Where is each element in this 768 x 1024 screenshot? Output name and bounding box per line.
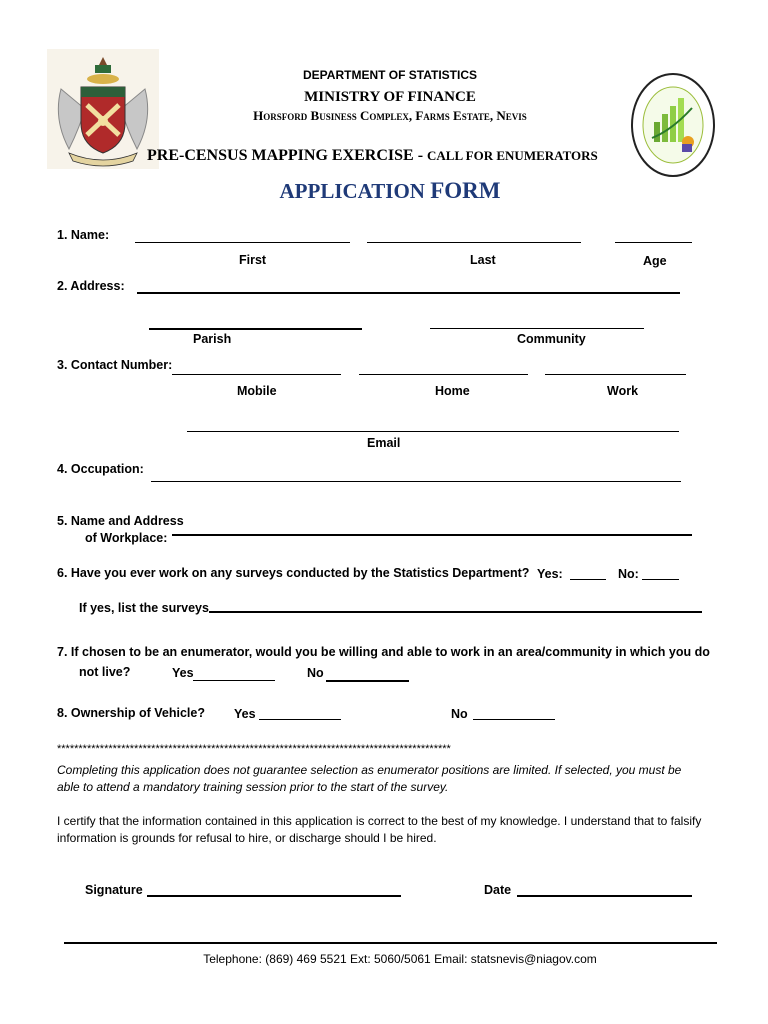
surveys-no-label: No:: [618, 567, 639, 581]
first-name-field[interactable]: [135, 242, 350, 243]
occupation-label: 4. Occupation:: [57, 462, 144, 476]
workplace-field[interactable]: [172, 534, 692, 536]
work-field[interactable]: [545, 374, 686, 375]
willing-question-a: 7. If chosen to be an enumerator, would you be willing and able to work in an area/community in which you do: [57, 645, 710, 659]
vehicle-question: 8. Ownership of Vehicle?: [57, 706, 205, 720]
form-title-a: APPLICATION: [279, 179, 431, 203]
occupation-field[interactable]: [151, 481, 681, 482]
email-caption: Email: [367, 436, 401, 450]
exercise-heading: [147, 147, 647, 165]
vehicle-yes-label: Yes: [234, 707, 256, 721]
certification-text: I certify that the information contained in this application is correct to the best of my knowledge. I understand that to falsify information is grounds for refusal to hire, or discharge should I be hired.: [57, 814, 702, 845]
workplace-label-a: 5. Name and Address: [57, 514, 184, 528]
last-name-field[interactable]: [367, 242, 581, 243]
surveys-question: 6. Have you ever work on any surveys conducted by the Statistics Department?: [57, 566, 530, 580]
surveys-list-label: If yes, list the surveys: [79, 601, 209, 615]
vehicle-no-label: No: [451, 707, 468, 721]
email-field[interactable]: [187, 431, 679, 432]
age-field[interactable]: [615, 242, 692, 243]
date-field[interactable]: [517, 895, 692, 897]
vehicle-yes-field[interactable]: [259, 719, 341, 720]
surveys-list-field[interactable]: [209, 611, 702, 613]
work-caption: Work: [607, 384, 639, 398]
form-title-b: FORM: [430, 178, 501, 203]
parish-field[interactable]: [149, 328, 362, 330]
willing-question-b: not live?: [79, 665, 131, 679]
age-caption: Age: [643, 254, 667, 268]
ministry-heading: MINISTRY OF FINANCE: [304, 89, 476, 105]
willing-yes-field[interactable]: [193, 680, 275, 681]
surveys-no-field[interactable]: [642, 579, 679, 580]
community-caption: Community: [517, 332, 586, 346]
signature-field[interactable]: [147, 895, 401, 897]
call-text: CALL FOR ENUMERATORS: [427, 148, 598, 163]
footer-contact: Telephone: (869) 469 5521 Ext: 5060/5061 Email: statsnevis@niagov.com: [203, 952, 597, 966]
willing-no-label: No: [307, 666, 324, 680]
workplace-label-b: of Workplace:: [85, 531, 168, 545]
willing-no-field[interactable]: [326, 680, 409, 682]
vehicle-no-field[interactable]: [473, 719, 555, 720]
community-field[interactable]: [430, 328, 644, 329]
address-text: Horsford Business Complex, Farms Estate, Nevis: [253, 108, 527, 123]
last-caption: Last: [470, 253, 496, 267]
department-heading: DEPARTMENT OF STATISTICS: [303, 68, 477, 82]
disclaimer-text: Completing this application does not guarantee selection as enumerator positions are limited. If selected, you must be able to attend a mandatory training session prior to the start of the survey.: [57, 763, 682, 794]
form-title: [190, 178, 590, 204]
address-field[interactable]: [137, 292, 680, 294]
name-label: 1. Name:: [57, 228, 110, 242]
address-heading: [200, 108, 580, 124]
footer-rule: [64, 942, 717, 944]
address-label: 2. Address:: [57, 279, 125, 293]
signature-label: Signature: [85, 883, 143, 897]
parish-caption: Parish: [193, 332, 232, 346]
coat-of-arms-logo: [47, 49, 159, 169]
home-caption: Home: [435, 384, 470, 398]
exercise-text: PRE-CENSUS MAPPING EXERCISE -: [147, 147, 428, 164]
home-field[interactable]: [359, 374, 528, 375]
surveys-yes-field[interactable]: [570, 579, 606, 580]
contact-label: 3. Contact Number:: [57, 358, 173, 372]
surveys-yes-label: Yes:: [537, 567, 563, 581]
asterisk-divider: ********************************************************************************************: [57, 743, 451, 755]
mobile-field[interactable]: [172, 374, 341, 375]
date-label: Date: [484, 883, 512, 897]
willing-yes-label: Yes: [172, 666, 194, 680]
first-caption: First: [239, 253, 267, 267]
mobile-caption: Mobile: [237, 384, 277, 398]
